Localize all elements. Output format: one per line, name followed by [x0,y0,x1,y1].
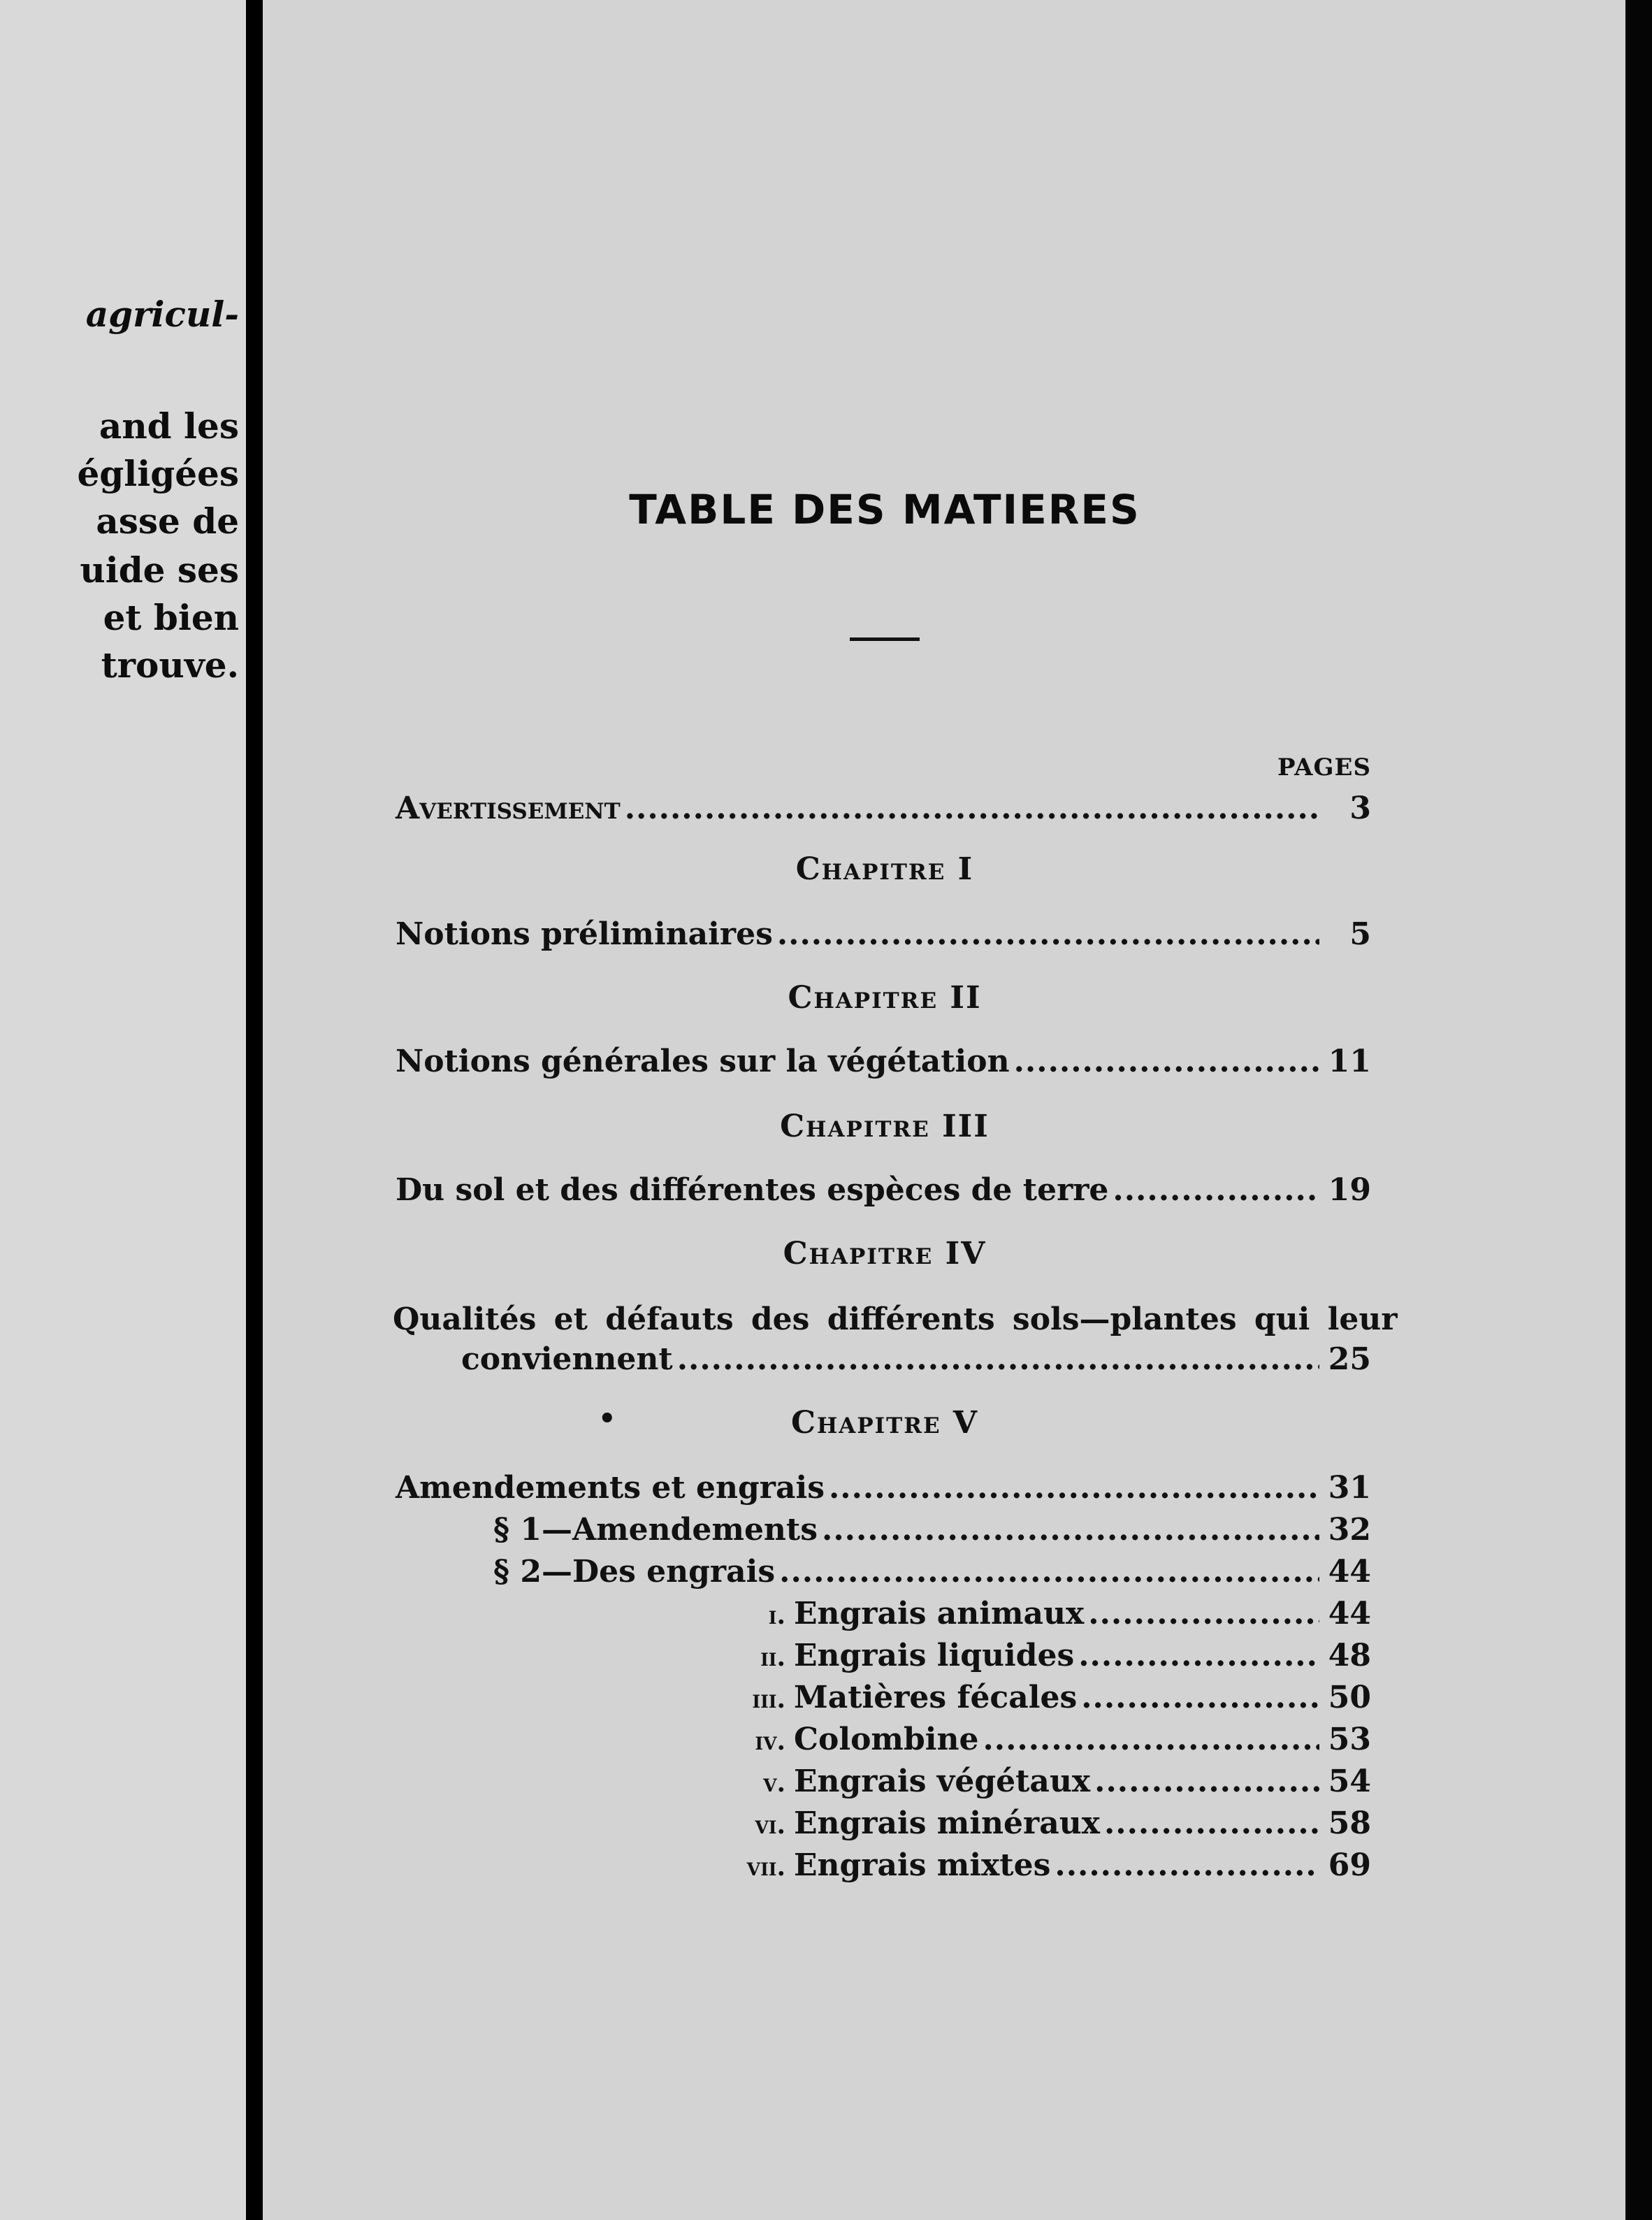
toc-entry-title: Engrais liquides [794,1638,1075,1673]
toc-sub-entry [724,1720,1371,1761]
left-page-line: asse de [96,500,239,542]
toc-entry-page: 19 [1328,1172,1371,1208]
title-rule [850,637,920,641]
chapter-heading: Chapitre V [790,1405,979,1441]
toc-entry [396,1041,1371,1082]
roman-numeral: iv. [755,1727,785,1756]
left-page-line: et bien [103,597,239,638]
left-page-line: agricul- [85,294,239,335]
left-page-line: trouve. [101,644,239,686]
toc-entry-page: 44 [1328,1596,1371,1631]
toc-entry-page: 3 [1349,791,1371,826]
chapter-heading: Chapitre II [788,980,982,1016]
roman-numeral: i. [768,1601,785,1630]
left-page-line: uide ses [80,549,239,591]
dot-leader [1055,1845,1319,1886]
dot-leader [1104,1803,1319,1844]
toc-entry-title-line1: Qualités et défauts des différents sols—plantes qui leur [393,1302,1398,1337]
right-page [263,0,1625,2220]
toc-entry [396,1170,1371,1211]
dot-leader [829,1468,1319,1508]
toc-entry-page: 69 [1328,1847,1371,1883]
dot-leader [822,1510,1319,1550]
toc-entry-title: § 2—Des engrais [493,1554,776,1590]
toc-entry-title: Engrais mixtes [794,1847,1051,1883]
roman-numeral: ii. [760,1643,785,1672]
left-page-line: égligées [77,453,239,494]
toc-entry-title: Amendements et engrais [396,1470,825,1506]
dot-leader [1094,1761,1319,1802]
toc-sub-entry [724,1594,1371,1636]
dot-leader [1081,1678,1319,1718]
book-gutter [246,0,263,2220]
toc-entry-page: 53 [1328,1722,1371,1757]
toc-entry-title: Engrais végétaux [794,1764,1091,1799]
toc-entry-title: Colombine [794,1722,979,1757]
dot-leader [1088,1594,1319,1634]
chapter-heading: Chapitre IV [783,1236,987,1271]
page-title: TABLE DES MATIERES [629,486,1140,533]
toc-sub-entry [724,1803,1371,1845]
left-page-line: and les [99,405,239,447]
dot-leader [1014,1041,1319,1082]
toc-sub-entry [724,1761,1371,1803]
roman-numeral: iii. [752,1685,785,1714]
toc-entry-title: § 1—Amendements [493,1512,818,1548]
pages-column-header: PAGES [1277,754,1371,781]
toc-entry-title: Engrais animaux [794,1596,1085,1631]
toc-entry-page: 58 [1328,1805,1371,1841]
roman-numeral: v. [763,1768,785,1798]
roman-numeral: vi. [755,1810,785,1840]
toc-sub-entry [724,1678,1371,1720]
toc-entry-page: 48 [1328,1638,1371,1673]
toc-entry [461,1339,1371,1380]
toc-entry [493,1552,1371,1592]
dot-leader [1113,1170,1319,1211]
chapter-heading: Chapitre III [780,1109,990,1144]
toc-entry-page: 25 [1328,1341,1371,1377]
dot-leader [983,1720,1319,1760]
toc-entry-title-line2: conviennent [461,1341,673,1377]
toc-entry-title: Engrais minéraux [794,1805,1100,1841]
toc-entry-title: Du sol et des différentes espèces de terre [396,1172,1109,1208]
toc-entry [493,1510,1371,1550]
toc-entry-page: 32 [1328,1512,1371,1548]
toc-entry-page: 54 [1328,1764,1371,1799]
dot-leader [625,788,1319,829]
dot-leader [777,914,1319,955]
toc-entry-page: 31 [1328,1470,1371,1506]
dot-leader [779,1552,1319,1592]
toc-entry [396,788,1371,829]
toc-entry [396,1468,1371,1508]
toc-entry-page: 50 [1328,1680,1371,1715]
toc-sub-entry [724,1845,1371,1887]
toc-entry-page: 44 [1328,1554,1371,1590]
toc-entry-title: Notions préliminaires [396,916,773,952]
toc-entry-title: Notions générales sur la végétation [396,1044,1010,1079]
stray-bullet: • [598,1402,616,1435]
toc-entry-title: Avertissement [396,791,621,826]
toc-sub-entry [724,1636,1371,1678]
toc-entry-page: 5 [1349,916,1371,952]
roman-numeral: vii. [746,1852,785,1882]
chapter-heading: Chapitre I [795,851,974,887]
dot-leader [1078,1636,1319,1676]
toc-entry [396,914,1371,955]
toc-entry-title: Matières fécales [794,1680,1078,1715]
toc-entry-page: 11 [1328,1044,1371,1079]
dot-leader [677,1339,1319,1380]
left-page [0,0,246,2220]
